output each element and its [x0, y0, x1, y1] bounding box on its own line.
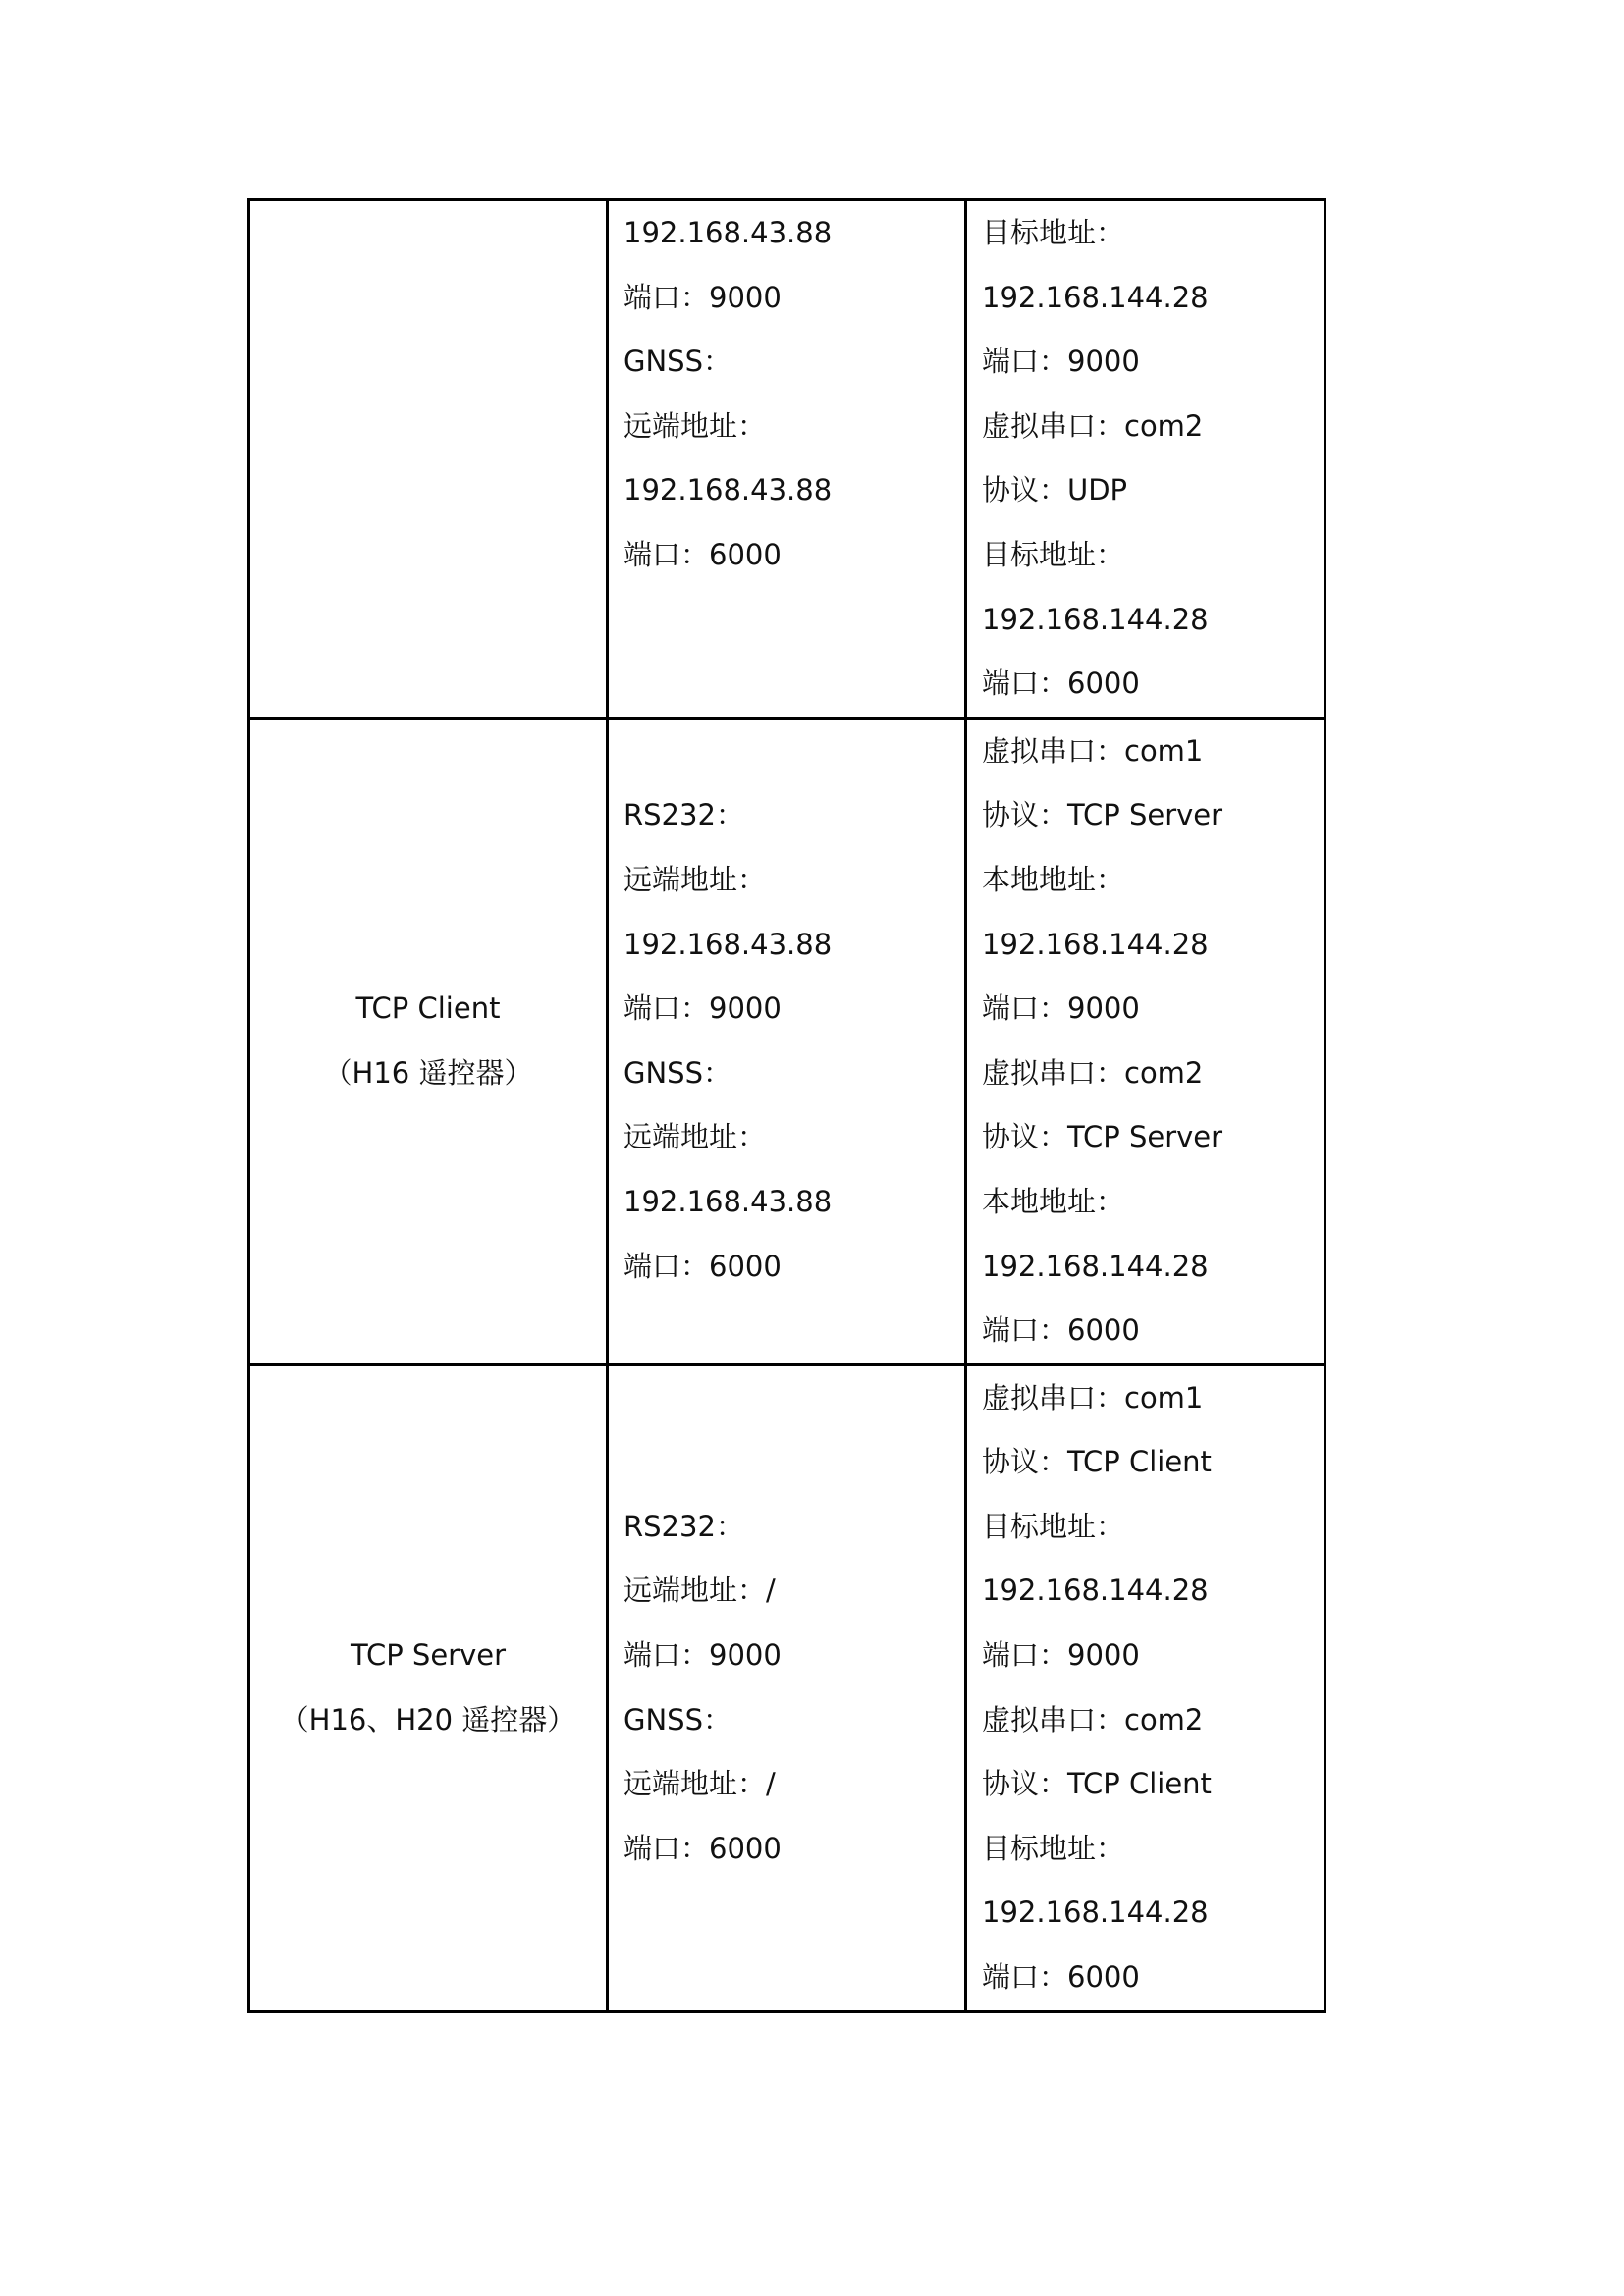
remote-line: 远端地址： — [623, 1120, 767, 1154]
local-line: 目标地址： — [982, 1831, 1125, 1865]
local-line: 192.168.144.28 — [982, 1249, 1209, 1283]
local-line: 虚拟串口：com2 — [982, 408, 1204, 443]
config-table — [247, 198, 1326, 2013]
local-line: 协议：TCP Server — [982, 1120, 1223, 1154]
remote-line: 远端地址： — [623, 408, 767, 443]
remote-line: 远端地址：/ — [623, 1574, 776, 1608]
mode-name: TCP Client — [355, 991, 501, 1026]
local-line: 目标地址： — [982, 537, 1125, 571]
remote-line: 远端地址： — [623, 862, 767, 896]
remote-line: GNSS： — [623, 1055, 731, 1090]
local-line: 端口：6000 — [982, 1960, 1140, 1995]
remote-line: GNSS： — [623, 1702, 731, 1736]
local-line: 虚拟串口：com1 — [982, 1380, 1204, 1415]
local-config-cell — [966, 1364, 1326, 2011]
local-line: 端口：6000 — [982, 667, 1140, 701]
remote-line: GNSS： — [623, 345, 731, 379]
remote-config-cell — [608, 1364, 966, 2011]
remote-line: 端口：9000 — [623, 991, 782, 1026]
remote-line: RS232： — [623, 798, 744, 832]
local-config-cell — [966, 200, 1326, 719]
local-line: 虚拟串口：com2 — [982, 1055, 1204, 1090]
mode-cell — [249, 718, 608, 1364]
mode-cell — [249, 200, 608, 719]
local-line: 目标地址： — [982, 1509, 1125, 1543]
remote-config-cell — [608, 200, 966, 719]
remote-line: 192.168.43.88 — [623, 473, 833, 507]
local-line: 本地地址： — [982, 862, 1125, 896]
mode-name: TCP Server — [350, 1638, 507, 1673]
local-line: 端口：6000 — [982, 1313, 1140, 1348]
local-line: 虚拟串口：com2 — [982, 1702, 1204, 1736]
mode-device: （H16 遥控器） — [323, 1055, 533, 1090]
table-row — [249, 718, 1326, 1364]
remote-line: 端口：6000 — [623, 1831, 782, 1865]
remote-line: 端口：6000 — [623, 1249, 782, 1283]
local-line: 192.168.144.28 — [982, 927, 1209, 961]
local-line: 192.168.144.28 — [982, 1896, 1209, 1930]
local-line: 192.168.144.28 — [982, 280, 1209, 314]
remote-line: 端口：9000 — [623, 1638, 782, 1673]
remote-line: 端口：9000 — [623, 280, 782, 314]
local-line: 目标地址： — [982, 216, 1125, 249]
table-row — [249, 200, 1326, 719]
table-row — [249, 1364, 1326, 2011]
remote-line: 远端地址：/ — [623, 1767, 776, 1801]
remote-line: 192.168.43.88 — [623, 927, 833, 961]
local-line: 端口：9000 — [982, 1638, 1140, 1673]
local-line: 192.168.144.28 — [982, 602, 1209, 636]
remote-line: 192.168.43.88 — [623, 216, 833, 249]
remote-config-cell — [608, 718, 966, 1364]
local-line: 192.168.144.28 — [982, 1574, 1209, 1608]
local-line: 本地地址： — [982, 1184, 1125, 1218]
local-line: 虚拟串口：com1 — [982, 733, 1204, 768]
local-line: 协议：TCP Client — [982, 1445, 1212, 1479]
local-line: 端口：9000 — [982, 345, 1140, 379]
local-line: 协议：UDP — [982, 473, 1128, 507]
remote-line: RS232： — [623, 1509, 744, 1543]
local-line: 端口：9000 — [982, 991, 1140, 1026]
mode-device: （H16、H20 遥控器） — [280, 1702, 576, 1736]
mode-cell — [249, 1364, 608, 2011]
local-config-cell — [966, 718, 1326, 1364]
remote-line: 端口：6000 — [623, 537, 782, 571]
local-line: 协议：TCP Server — [982, 798, 1223, 832]
remote-line: 192.168.43.88 — [623, 1184, 833, 1218]
local-line: 协议：TCP Client — [982, 1767, 1212, 1801]
